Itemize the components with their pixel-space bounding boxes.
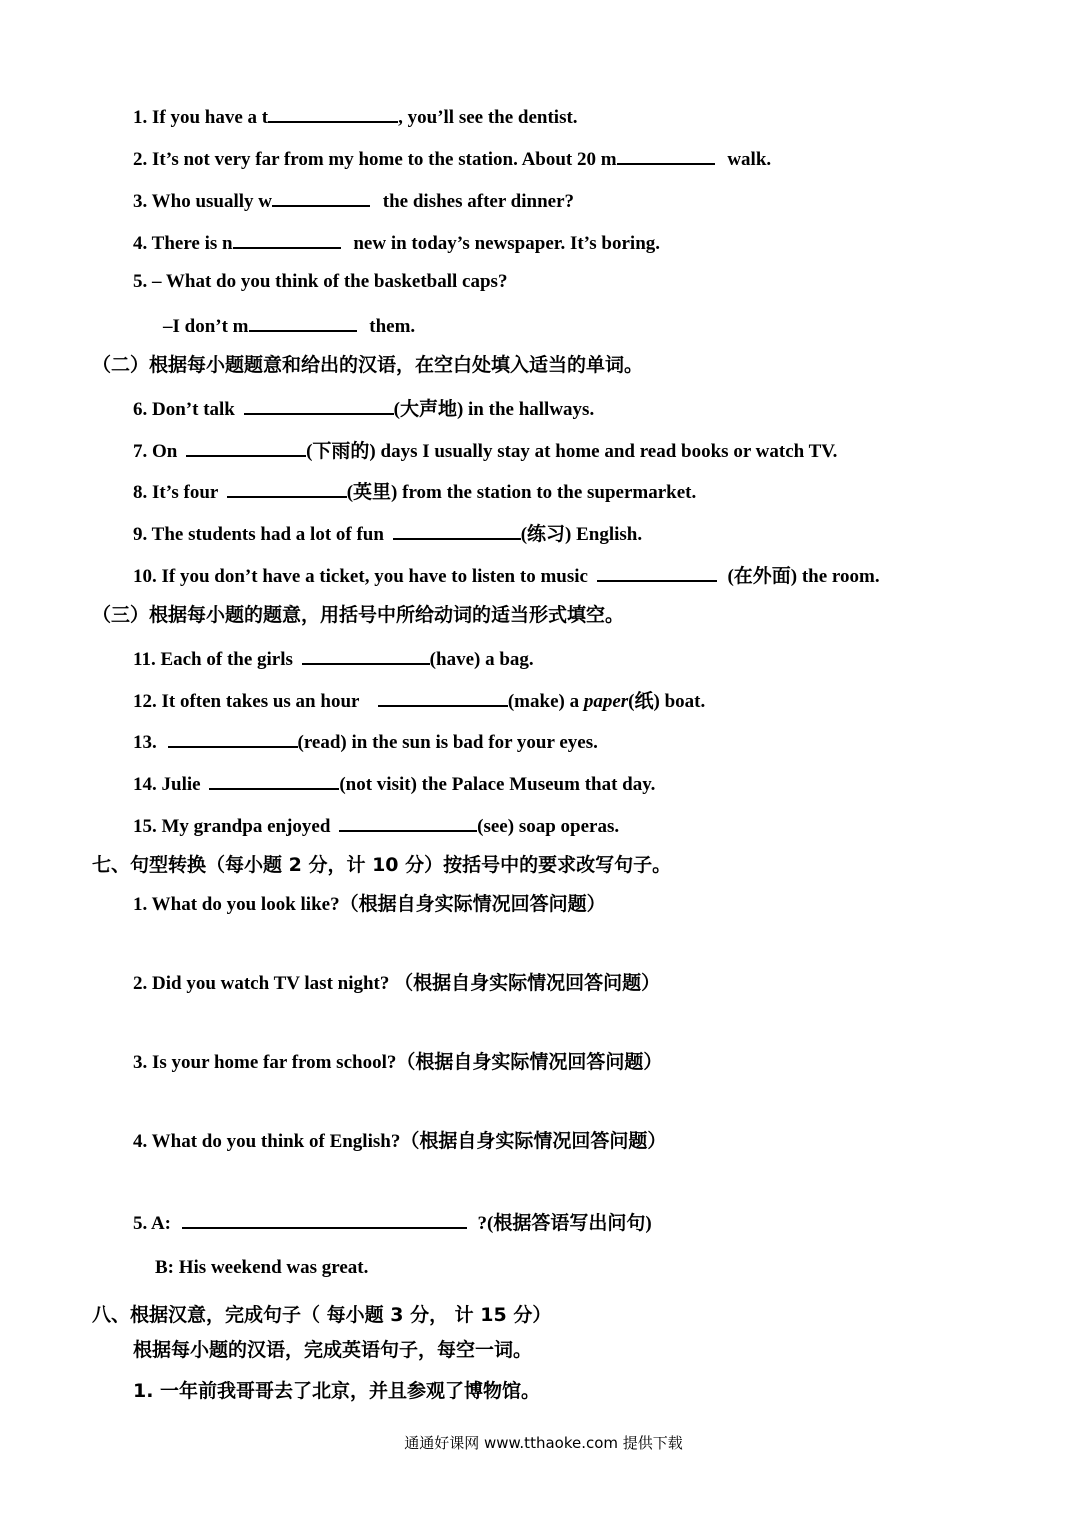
transform-question-1: 1. What do you look like?（根据自身实际情况回答问题）	[133, 894, 606, 915]
page-footer: 通通好课网 www.tthaoke.com 提供下载	[404, 1434, 683, 1452]
question-7-rest: (下雨的) days I usually stay at home and read books or watch TV.	[306, 441, 838, 462]
translation-question-1: 1. 一年前我哥哥去了北京，并且参观了博物馆。	[133, 1380, 541, 1402]
answer-blank-8[interactable]	[227, 478, 347, 498]
transform-question-5-note: ?(根据答语写出问句)	[472, 1213, 652, 1234]
question-9-text: 9. The students had a lot of fun	[133, 524, 389, 545]
question-3-text: 3. Who usually w	[133, 191, 273, 212]
part-8-instruction: 根据每小题的汉语，完成英语句子，每空一词。	[133, 1339, 533, 1361]
transform-question-3: 3. Is your home far from school?（根据自身实际情况回答问题）	[133, 1052, 663, 1073]
question-8-text: 8. It’s four	[133, 482, 223, 503]
question-6	[133, 395, 594, 422]
answer-blank-10[interactable]	[597, 562, 717, 582]
question-14-text: 14. Julie	[133, 774, 206, 795]
question-4-text: 4. There is n	[133, 233, 233, 254]
question-8	[133, 478, 696, 505]
question-12-text: 12. It often takes us an hour	[133, 691, 364, 712]
question-13-text: 13.	[133, 732, 162, 753]
transform-question-5-label: 5. A:	[133, 1213, 176, 1234]
question-4	[133, 229, 660, 256]
section-3-heading: （三）根据每小题的题意，用括号中所给动词的适当形式填空。	[92, 604, 625, 626]
answer-blank-14[interactable]	[209, 770, 339, 790]
answer-blank-7[interactable]	[186, 437, 306, 457]
question-10-text: 10. If you don’t have a ticket, you have to listen to music	[133, 566, 593, 587]
answer-blank-15[interactable]	[339, 812, 477, 832]
answer-blank-9[interactable]	[393, 520, 521, 540]
question-6-text: 6. Don’t talk	[133, 399, 240, 420]
transform-question-5	[133, 1209, 652, 1236]
question-2-text: 2. It’s not very far from my home to the station. About 20 m	[133, 149, 617, 170]
question-13	[133, 728, 598, 755]
part-8-heading: 八、根据汉意，完成句子（ 每小题 3 分， 计 15 分）	[92, 1304, 552, 1326]
answer-blank-1[interactable]	[268, 103, 398, 123]
question-5-rest: them.	[364, 316, 416, 337]
question-15-text: 15. My grandpa enjoyed	[133, 816, 336, 837]
question-6-rest: (大声地) in the hallways.	[393, 399, 595, 420]
question-1-text: 1. If you have a t	[133, 107, 269, 128]
question-14	[133, 770, 655, 797]
question-12-end: (纸) boat.	[628, 691, 706, 712]
question-2-rest: walk.	[722, 149, 772, 170]
question-2	[133, 145, 771, 172]
question-1	[133, 103, 578, 130]
question-9-rest: (练习) English.	[520, 524, 643, 545]
question-1-rest: , you’ll see the dentist.	[398, 107, 578, 128]
question-12-rest: (make) a	[507, 691, 584, 712]
question-13-rest: (read) in the sun is bad for your eyes.	[297, 732, 598, 753]
answer-blank-5[interactable]	[249, 312, 357, 332]
transform-question-2: 2. Did you watch TV last night? （根据自身实际情况回答问题）	[133, 973, 661, 994]
question-7	[133, 437, 837, 464]
answer-blank-11[interactable]	[302, 645, 430, 665]
answer-blank-4[interactable]	[233, 229, 341, 249]
question-11-rest: (have) a bag.	[429, 649, 534, 670]
question-8-rest: (英里) from the station to the supermarket.	[346, 482, 697, 503]
question-15	[133, 812, 619, 839]
question-15-rest: (see) soap operas.	[477, 816, 620, 837]
question-7-text: 7. On	[133, 441, 183, 462]
question-5-prompt: 5. – What do you think of the basketball caps?	[133, 271, 508, 292]
transform-answer-5: B: His weekend was great.	[155, 1257, 369, 1278]
question-12	[133, 687, 705, 714]
question-12-italic-word: paper	[583, 691, 629, 712]
question-11-text: 11. Each of the girls	[133, 649, 298, 670]
answer-blank-12[interactable]	[378, 687, 508, 707]
question-14-rest: (not visit) the Palace Museum that day.	[339, 774, 656, 795]
answer-blank-6[interactable]	[244, 395, 394, 415]
answer-blank-13[interactable]	[168, 728, 298, 748]
transform-question-4: 4. What do you think of English?（根据自身实际情况回答问题）	[133, 1131, 667, 1152]
part-7-heading: 七、句型转换（每小题 2 分，计 10 分）按括号中的要求改写句子。	[92, 854, 672, 876]
answer-blank-2[interactable]	[617, 145, 715, 165]
question-3-rest: the dishes after dinner?	[378, 191, 575, 212]
question-5-reply	[163, 312, 415, 339]
answer-blank-3[interactable]	[272, 187, 370, 207]
question-4-rest: new in today’s newspaper. It’s boring.	[348, 233, 661, 254]
answer-blank-question[interactable]	[182, 1209, 467, 1229]
section-2-heading: （二）根据每小题题意和给出的汉语，在空白处填入适当的单词。	[92, 354, 644, 376]
question-10-rest: (在外面) the room.	[722, 566, 880, 587]
question-5-text: –I don’t m	[163, 316, 249, 337]
question-9	[133, 520, 642, 547]
question-11	[133, 645, 534, 672]
question-3	[133, 187, 574, 214]
question-10	[133, 562, 880, 589]
